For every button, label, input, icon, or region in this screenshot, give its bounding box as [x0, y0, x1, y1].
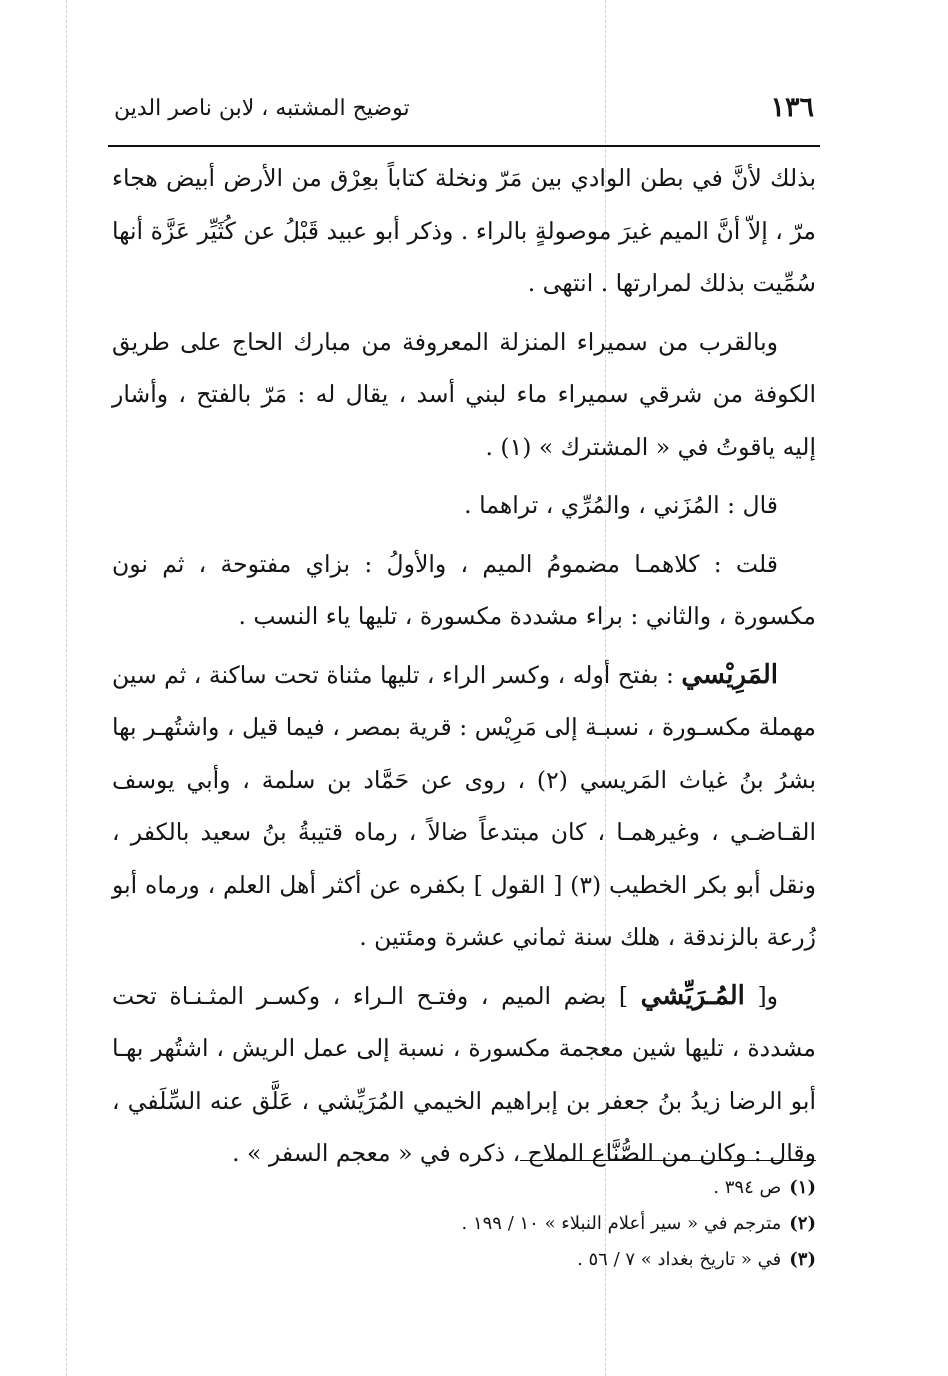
- paragraph: [112, 316, 816, 474]
- footnote-number: (٢): [789, 1213, 816, 1234]
- paragraph-text: ] بضم الميم ، وفتـح الـراء ، وكسـر المثـنـاة تحت مشددة ، تليها شين معجمة مكسورة ، نسبة إلى عمل الريش ، اشتُهر بهـا أبو الرضا زيدُ بنُ جعفر بن إبراهيم الخيمي المُرَيِّشي ، عَلَّق عنه السِّلَفي ، وقال : وكان من الصُّنَّاع الملاح ، ذكره في « معجم السفر » .: [112, 981, 816, 1167]
- paragraph: [112, 970, 816, 1180]
- header-rule: [108, 145, 820, 147]
- paragraph-text: قال : المُزَني ، والمُرِّي ، تراهما .: [464, 491, 778, 519]
- footnote: [200, 1206, 816, 1242]
- paragraph-text: و[: [744, 981, 778, 1010]
- footnote: [200, 1242, 816, 1278]
- paragraph-text: قلت : كلاهمـا مضمومُ الميم ، والأولُ : بزاي مفتوحة ، ثم نون مكسورة ، والثاني : براء مشددة مكسورة ، تليها ياء النسب .: [112, 549, 816, 630]
- running-title: توضيح المشتبه ، لابن ناصر الدين: [114, 96, 410, 121]
- footnote-text: مترجم في « سير أعلام النبلاء » ١٠ / ١٩٩ .: [461, 1213, 782, 1234]
- paragraph-text: : بفتح أوله ، وكسر الراء ، تليها مثناة تحت ساكنة ، ثم سين مهملة مكسـورة ، نسبـة إلى مَرِيْس : قرية بمصر ، فيما قيل ، واشتُهـر بها بشرُ بنُ غياث المَريسي (٢) ، روى عن حَمَّاد بن سلمة ، وأبي يوسف القـاضـي ، وغيرهمـا ، كان مبتدعاً ضالاً ، رماه قتيبةُ بنُ سعيد بالكفر ، ونقل أبو بكر الخطيب (٣) [ القول ] بكفره عن أكثر أهل العلم ، ورماه أبو زُرعة بالزندقة ، هلك سنة ثماني عشرة ومئتين .: [112, 660, 816, 951]
- paragraph: [112, 152, 816, 310]
- footnote: [200, 1170, 816, 1206]
- footnotes: [200, 1170, 816, 1278]
- paragraph: [112, 649, 816, 964]
- body-text: [112, 152, 816, 1186]
- paragraph-text: بذلك لأنَّ في بطن الوادي بين مَرّ ونخلة كتاباً بعِرْق من الأرض أبيض هجاء مرّ ، إلاّ أنَّ الميم غيرَ موصولةٍ بالراء . وذكر أبو عبيد قَبْلُ عن كُثَيِّر عَزَّة أنها سُمِّيت بذلك لمرارتها . انتهى .: [112, 164, 816, 297]
- page-number: ١٣٦: [770, 92, 814, 123]
- footnote-number: (١): [789, 1177, 816, 1198]
- entry-term: المَرِيْسي: [681, 659, 778, 690]
- entry-term: المُـرَيِّشي: [640, 980, 745, 1011]
- paragraph: [112, 538, 816, 643]
- footnote-number: (٣): [789, 1249, 816, 1270]
- paragraph: [112, 479, 816, 532]
- scan-guide-line: [66, 0, 67, 1376]
- page-header: [108, 92, 820, 144]
- footnote-text: في « تاريخ بغداد » ٧ / ٥٦ .: [577, 1249, 782, 1270]
- footnote-text: ص ٣٩٤ .: [713, 1177, 782, 1198]
- paragraph-text: وبالقرب من سميراء المنزلة المعروفة من مبارك الحاج على طريق الكوفة من شرقي سميراء ماء لبني أسد ، يقال له : مَرّ بالفتح ، وأشار إليه ياقوتُ في « المشترك » (١) .: [112, 327, 816, 461]
- footnote-rule: [520, 1160, 816, 1161]
